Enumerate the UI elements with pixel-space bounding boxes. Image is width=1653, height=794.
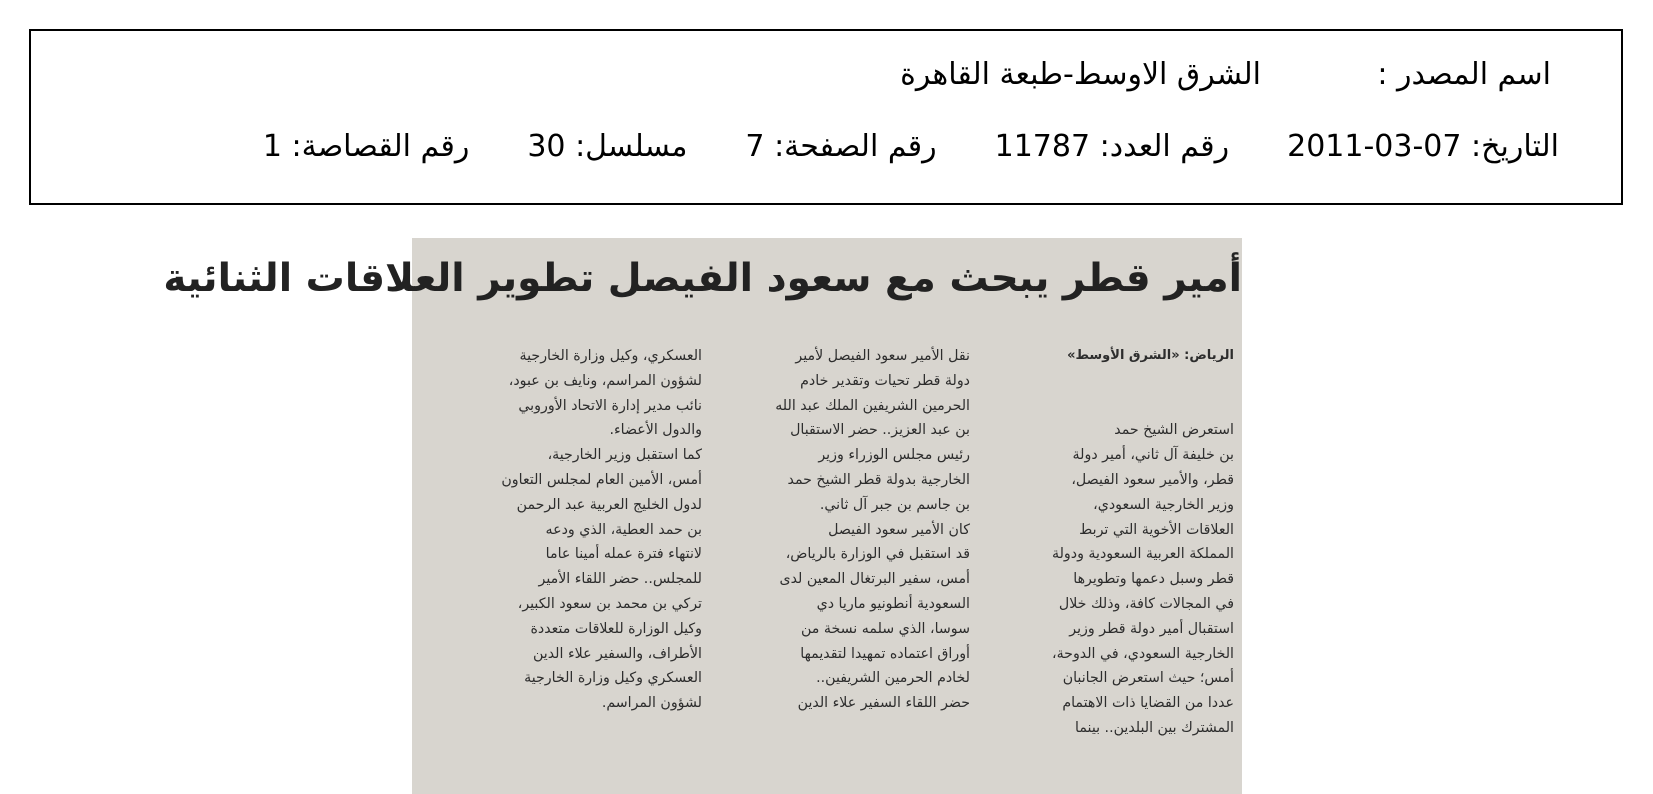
column-line: لشؤون المراسم. <box>601 695 702 712</box>
serial-field <box>527 129 687 164</box>
column-line: المملكة العربية السعودية ودولة <box>1051 546 1234 563</box>
article-column-left <box>452 344 702 716</box>
clip-number-label: رقم القصاصة: <box>291 129 470 164</box>
column-line: قطر، والأمير سعود الفيصل، <box>1071 471 1234 488</box>
column-line: المشترك بين البلدين.. بينما <box>1075 719 1234 736</box>
column-line: أمس، الأمين العام لمجلس التعاون <box>501 471 702 488</box>
column-line: قد استقبل في الوزارة بالرياض، <box>785 546 970 563</box>
column-line: لدول الخليج العربية عبد الرحمن <box>516 496 702 513</box>
column-line: أمس؛ حيث استعرض الجانبان <box>1062 670 1234 687</box>
column-line: لانتهاء فترة عمله أمينا عاما <box>545 546 702 563</box>
column-line: سوسا، الذي سلمه نسخة من <box>800 620 970 637</box>
column-line: والدول الأعضاء. <box>609 422 702 439</box>
column-line: استعرض الشيخ حمد <box>1114 422 1234 439</box>
column-line: الخارجية بدولة قطر الشيخ حمد <box>787 471 970 488</box>
column-line: بن جاسم بن جبر آل ثاني. <box>819 496 970 513</box>
issue-label: رقم العدد: <box>1099 129 1230 164</box>
column-line: السعودية أنطونيو ماريا دي <box>816 595 970 612</box>
column-line: وزير الخارجية السعودي، <box>1093 496 1234 513</box>
column-line: بن حمد العطية، الذي ودعه <box>545 521 702 538</box>
column-line: بن خليفة آل ثاني، أمير دولة <box>1072 447 1234 464</box>
column-line: أوراق اعتماده تمهيدا لتقديمها <box>800 645 970 662</box>
source-row <box>900 57 1551 92</box>
article-byline: الرياض: «الشرق الأوسط» <box>1067 348 1234 363</box>
column-line: دولة قطر تحيات وتقدير خادم <box>800 372 970 389</box>
column-line: للمجلس.. حضر اللقاء الأمير <box>538 571 702 588</box>
issue-value: 11787 <box>994 129 1091 164</box>
column-line: كما استقبل وزير الخارجية، <box>547 447 702 464</box>
column-line: العسكري وكيل وزارة الخارجية <box>524 670 702 687</box>
date-label: التاريخ: <box>1471 129 1559 164</box>
page-label: رقم الصفحة: <box>774 129 937 164</box>
serial-label: مسلسل: <box>575 129 688 164</box>
column-line: بن عبد العزيز.. حضر الاستقبال <box>790 422 970 439</box>
column-line: الأطراف، والسفير علاء الدين <box>532 645 702 662</box>
column-line: قطر وسبل دعمها وتطويرها <box>1073 571 1234 588</box>
date-field <box>1287 129 1559 164</box>
column-line: حضر اللقاء السفير علاء الدين <box>797 695 970 712</box>
column-line: رئيس مجلس الوزراء وزير <box>818 447 970 464</box>
column-line: أمس، سفير البرتغال المعين لدى <box>779 571 970 588</box>
newspaper-clipping <box>163 238 1242 794</box>
column-line: في المجالات كافة، وذلك خلال <box>1058 595 1234 612</box>
column-line: نائب مدير إدارة الاتحاد الأوروبي <box>518 397 702 414</box>
column-line: الحرمين الشريفين الملك عبد الله <box>775 397 970 414</box>
article-column-right <box>984 344 1234 741</box>
clip-number-field <box>263 129 469 164</box>
article-headline: أمير قطر يبحث مع سعود الفيصل تطوير العلاقات الثنائية <box>163 256 1242 301</box>
issue-field <box>995 129 1229 164</box>
column-line: لشؤون المراسم، ونايف بن عبود، <box>508 372 702 389</box>
page-field <box>745 129 936 164</box>
column-line: وكيل الوزارة للعلاقات متعددة <box>530 620 702 637</box>
column-line: لخادم الحرمين الشريفين.. <box>816 670 970 687</box>
clipping-metadata-box <box>29 29 1623 205</box>
clip-number-value: 1 <box>262 129 282 164</box>
page-value: 7 <box>745 129 765 164</box>
details-row <box>263 129 1559 164</box>
source-value: الشرق الاوسط-طبعة القاهرة <box>900 57 1261 92</box>
source-label: اسم المصدر : <box>1377 57 1551 92</box>
column-line: تركي بن محمد بن سعود الكبير، <box>517 595 702 612</box>
column-line: استقبال أمير دولة قطر وزير <box>1069 620 1234 637</box>
serial-value: 30 <box>527 129 566 164</box>
column-line: عددا من القضايا ذات الاهتمام <box>1062 695 1234 712</box>
column-line: العلاقات الأخوية التي تربط <box>1079 521 1234 538</box>
column-line: الخارجية السعودي، في الدوحة، <box>1051 645 1234 662</box>
article-column-middle <box>720 344 970 716</box>
column-line: العسكري، وكيل وزارة الخارجية <box>519 348 702 364</box>
column-line: كان الأمير سعود الفيصل <box>828 521 970 538</box>
column-line: نقل الأمير سعود الفيصل لأمير <box>795 348 970 364</box>
date-value: 2011-03-07 <box>1287 129 1462 164</box>
